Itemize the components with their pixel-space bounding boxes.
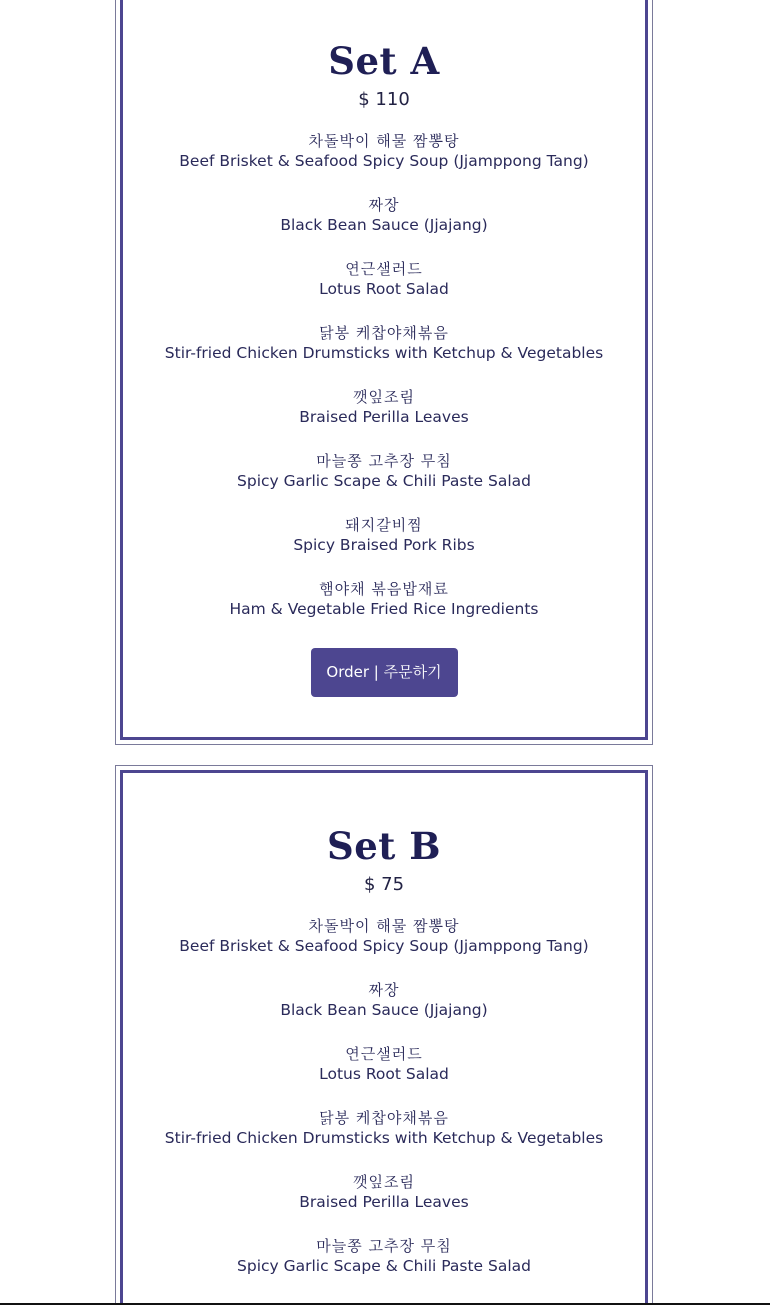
set-title: Set A: [328, 39, 440, 83]
menu-item-english: Spicy Braised Pork Ribs: [293, 536, 475, 554]
set-price: $ 110: [358, 89, 410, 110]
menu-item-english: Ham & Vegetable Fried Rice Ingredients: [229, 600, 539, 618]
menu-item-english: Braised Perilla Leaves: [299, 1193, 469, 1211]
menu-item-english: Beef Brisket & Seafood Spicy Soup (Jjamppong Tang): [179, 937, 589, 955]
menu-item-english: Lotus Root Salad: [319, 280, 449, 298]
menu-item-english: Black Bean Sauce (Jjajang): [280, 1001, 488, 1019]
menu-item-english: Lotus Root Salad: [319, 1065, 449, 1083]
menu-item: [116, 1172, 652, 1236]
menu-item-english: Black Bean Sauce (Jjajang): [280, 216, 488, 234]
menu-item-korean: 짜장: [368, 981, 400, 999]
menu-item: [116, 980, 652, 1044]
menu-item-korean: 마늘쫑 고추장 무침: [316, 1237, 452, 1255]
menu-item: [116, 195, 652, 259]
menu-item-english: Beef Brisket & Seafood Spicy Soup (Jjamppong Tang): [179, 152, 589, 170]
menu-item-english: Spicy Garlic Scape & Chili Paste Salad: [237, 1257, 531, 1275]
menu-item-english: Stir-fried Chicken Drumsticks with Ketchup & Vegetables: [164, 1129, 604, 1147]
set-price: $ 75: [363, 874, 405, 895]
menu-item-korean: 연근샐러드: [345, 260, 423, 278]
menu-item-english: Stir-fried Chicken Drumsticks with Ketchup & Vegetables: [164, 344, 604, 362]
menu-item-korean: 깻잎조림: [353, 1173, 415, 1191]
menu-item: [116, 579, 652, 643]
menu-item-korean: 마늘쫑 고추장 무침: [316, 452, 452, 470]
card-content: [116, 824, 652, 1300]
menu-item-korean: 짜장: [368, 196, 400, 214]
menu-item-english: Spicy Garlic Scape & Chili Paste Salad: [237, 472, 531, 490]
set-title: Set B: [326, 824, 441, 868]
card-content: [116, 39, 652, 697]
menu-item: [116, 515, 652, 579]
menu-item-english: Braised Perilla Leaves: [299, 408, 469, 426]
menu-item-korean: 깻잎조림: [353, 388, 415, 406]
menu-item: [116, 323, 652, 387]
menu-item: [116, 451, 652, 515]
menu-item: [116, 131, 652, 195]
menu-list: [116, 916, 652, 1300]
menu-item: [116, 1044, 652, 1108]
menu-list: [116, 131, 652, 643]
menu-item: [116, 259, 652, 323]
menu-item-korean: 차돌박이 해물 짬뽕탕: [308, 132, 460, 150]
menu-item-korean: 차돌박이 해물 짬뽕탕: [308, 917, 460, 935]
menu-card-set-b: [115, 765, 653, 1305]
menu-item-korean: 닭봉 케찹야채볶음: [319, 324, 449, 342]
order-button[interactable]: Order | 주문하기: [311, 648, 458, 697]
menu-item-korean: 햄야채 볶음밥재료: [319, 580, 449, 598]
menu-card-set-a: [115, 0, 653, 745]
menu-item: [116, 1108, 652, 1172]
menu-item-korean: 연근샐러드: [345, 1045, 423, 1063]
menu-item: [116, 1236, 652, 1300]
menu-item-korean: 돼지갈비찜: [345, 516, 423, 534]
menu-item: [116, 916, 652, 980]
menu-item: [116, 387, 652, 451]
menu-item-korean: 닭봉 케찹야채볶음: [319, 1109, 449, 1127]
